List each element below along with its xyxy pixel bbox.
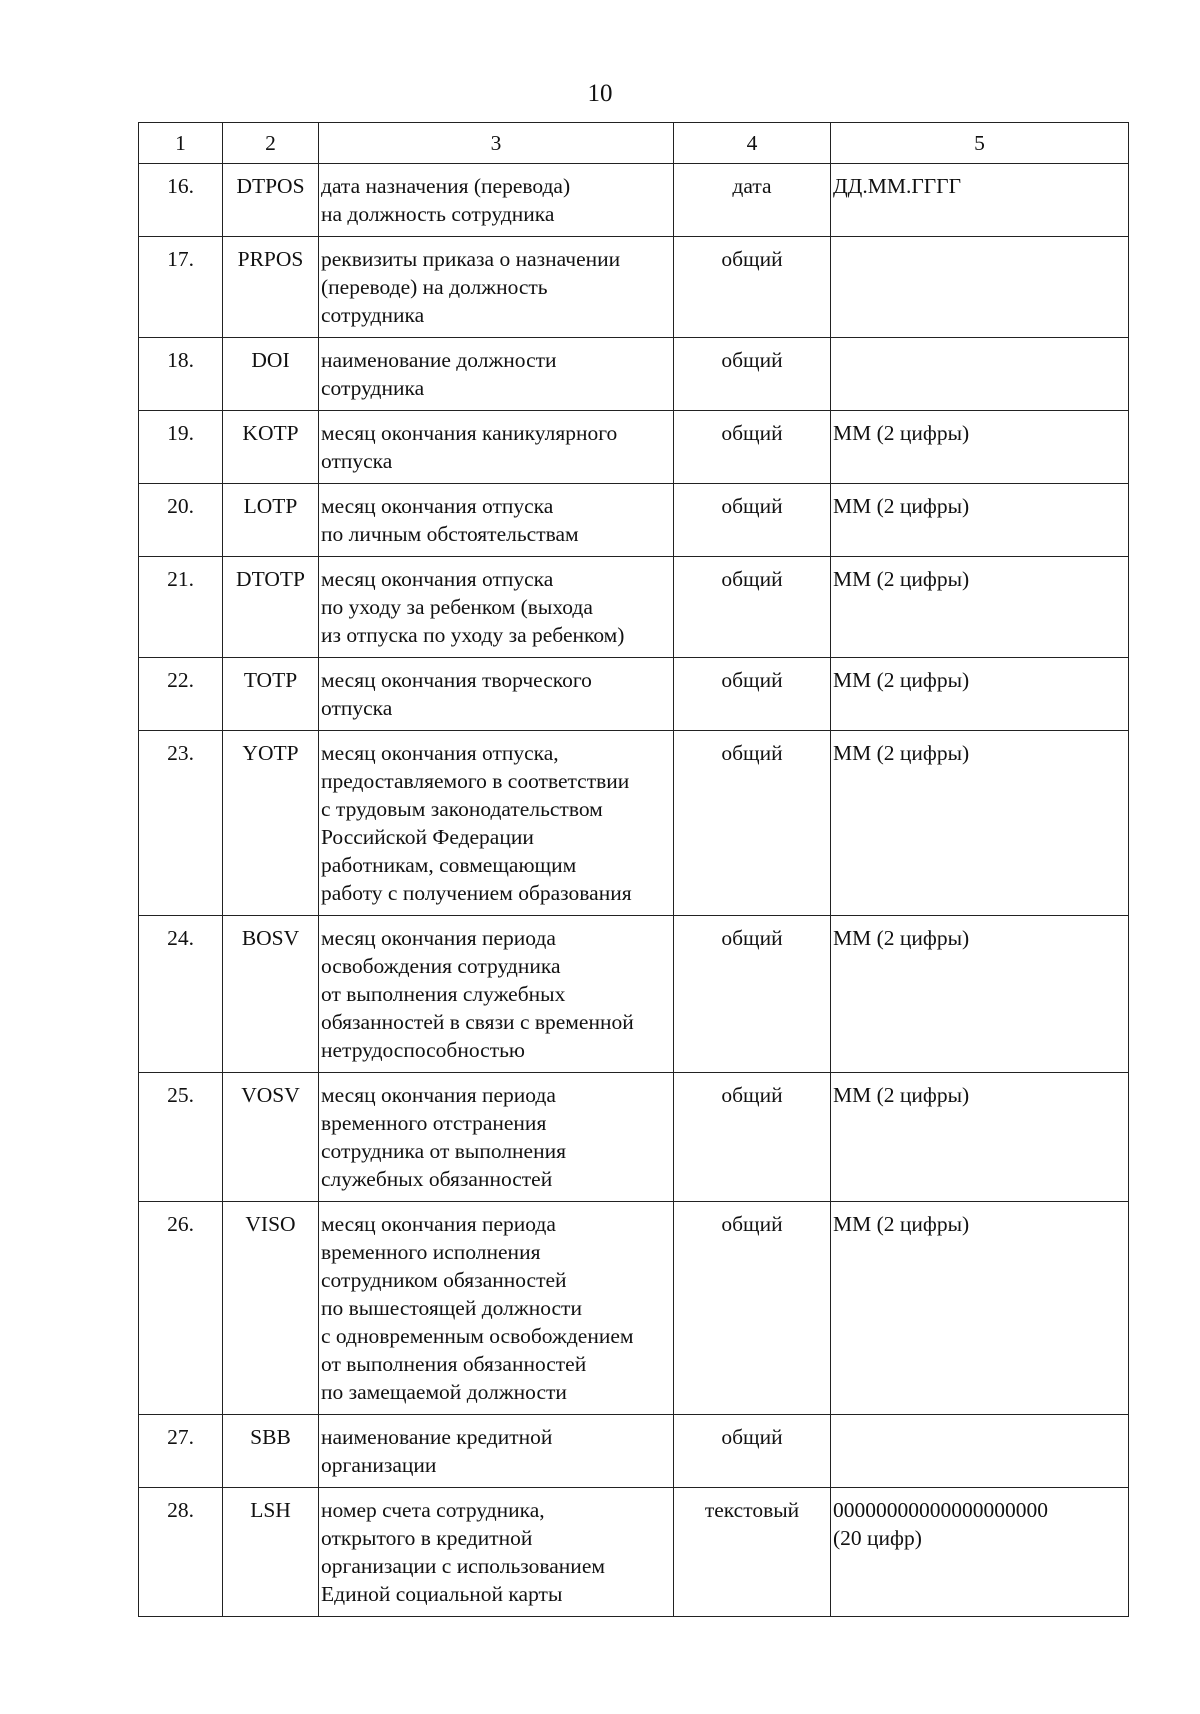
- field-format: ДД.ММ.ГГГГ: [831, 164, 1129, 237]
- row-number: 19.: [139, 411, 223, 484]
- field-format: ММ (2 цифры): [831, 916, 1129, 1073]
- field-description: дата назначения (перевода) на должность сотрудника: [319, 164, 674, 237]
- row-number: 23.: [139, 731, 223, 916]
- header-col-4: 4: [674, 123, 831, 164]
- field-code: LSH: [223, 1488, 319, 1617]
- row-number: 28.: [139, 1488, 223, 1617]
- field-type: общий: [674, 484, 831, 557]
- field-code: DOI: [223, 338, 319, 411]
- header-col-2: 2: [223, 123, 319, 164]
- field-type: общий: [674, 237, 831, 338]
- row-number: 25.: [139, 1073, 223, 1202]
- header-col-1: 1: [139, 123, 223, 164]
- table-header-row: [139, 123, 1129, 164]
- table-row: [139, 1415, 1129, 1488]
- row-number: 27.: [139, 1415, 223, 1488]
- field-description: месяц окончания творческого отпуска: [319, 658, 674, 731]
- field-code: DTOTP: [223, 557, 319, 658]
- field-code: VISO: [223, 1202, 319, 1415]
- field-description: реквизиты приказа о назначении (переводе) на должность сотрудника: [319, 237, 674, 338]
- field-type: общий: [674, 1073, 831, 1202]
- field-code: VOSV: [223, 1073, 319, 1202]
- table-row: [139, 731, 1129, 916]
- field-description: наименование кредитной организации: [319, 1415, 674, 1488]
- field-type: общий: [674, 1202, 831, 1415]
- field-format: [831, 237, 1129, 338]
- row-number: 24.: [139, 916, 223, 1073]
- row-number: 21.: [139, 557, 223, 658]
- field-type: общий: [674, 916, 831, 1073]
- table-row: [139, 1202, 1129, 1415]
- field-type: общий: [674, 731, 831, 916]
- field-type: общий: [674, 658, 831, 731]
- field-format: [831, 1415, 1129, 1488]
- field-code: KOTP: [223, 411, 319, 484]
- field-description: месяц окончания периода временного отстранения сотрудника от выполнения служебных обязанностей: [319, 1073, 674, 1202]
- row-number: 16.: [139, 164, 223, 237]
- header-col-3: 3: [319, 123, 674, 164]
- table-row: [139, 557, 1129, 658]
- row-number: 20.: [139, 484, 223, 557]
- table-row: [139, 164, 1129, 237]
- table-row: [139, 916, 1129, 1073]
- field-format: ММ (2 цифры): [831, 484, 1129, 557]
- attributes-table: [138, 122, 1129, 1617]
- table-row: [139, 338, 1129, 411]
- field-description: наименование должности сотрудника: [319, 338, 674, 411]
- field-description: месяц окончания каникулярного отпуска: [319, 411, 674, 484]
- header-col-5: 5: [831, 123, 1129, 164]
- field-type: текстовый: [674, 1488, 831, 1617]
- table-row: [139, 1073, 1129, 1202]
- field-description: месяц окончания периода освобождения сотрудника от выполнения служебных обязанностей в связи с временной нетрудоспособностью: [319, 916, 674, 1073]
- field-code: TOTP: [223, 658, 319, 731]
- field-format: ММ (2 цифры): [831, 557, 1129, 658]
- row-number: 26.: [139, 1202, 223, 1415]
- row-number: 17.: [139, 237, 223, 338]
- field-type: общий: [674, 338, 831, 411]
- field-code: BOSV: [223, 916, 319, 1073]
- table-row: [139, 411, 1129, 484]
- field-type: общий: [674, 557, 831, 658]
- table-row: [139, 1488, 1129, 1617]
- field-code: PRPOS: [223, 237, 319, 338]
- field-description: месяц окончания периода временного исполнения сотрудником обязанностей по вышестоящей должности с одновременным освобождением от выполнения обязанностей по замещаемой должности: [319, 1202, 674, 1415]
- field-format: ММ (2 цифры): [831, 1202, 1129, 1415]
- field-type: дата: [674, 164, 831, 237]
- field-format: 00000000000000000000 (20 цифр): [831, 1488, 1129, 1617]
- field-code: LOTP: [223, 484, 319, 557]
- field-format: ММ (2 цифры): [831, 411, 1129, 484]
- field-code: SBB: [223, 1415, 319, 1488]
- field-description: месяц окончания отпуска по личным обстоятельствам: [319, 484, 674, 557]
- field-format: ММ (2 цифры): [831, 731, 1129, 916]
- table-row: [139, 237, 1129, 338]
- field-description: месяц окончания отпуска по уходу за ребенком (выхода из отпуска по уходу за ребенком): [319, 557, 674, 658]
- page-number: 10: [587, 80, 613, 107]
- field-description: номер счета сотрудника, открытого в кредитной организации с использованием Единой социальной карты: [319, 1488, 674, 1617]
- row-number: 22.: [139, 658, 223, 731]
- field-type: общий: [674, 1415, 831, 1488]
- field-format: [831, 338, 1129, 411]
- field-description: месяц окончания отпуска, предоставляемого в соответствии с трудовым законодательством Российской Федерации работникам, совмещающим работу с получением образования: [319, 731, 674, 916]
- field-format: ММ (2 цифры): [831, 1073, 1129, 1202]
- field-code: YOTP: [223, 731, 319, 916]
- row-number: 18.: [139, 338, 223, 411]
- field-format: ММ (2 цифры): [831, 658, 1129, 731]
- table-row: [139, 658, 1129, 731]
- table-row: [139, 484, 1129, 557]
- field-type: общий: [674, 411, 831, 484]
- field-code: DTPOS: [223, 164, 319, 237]
